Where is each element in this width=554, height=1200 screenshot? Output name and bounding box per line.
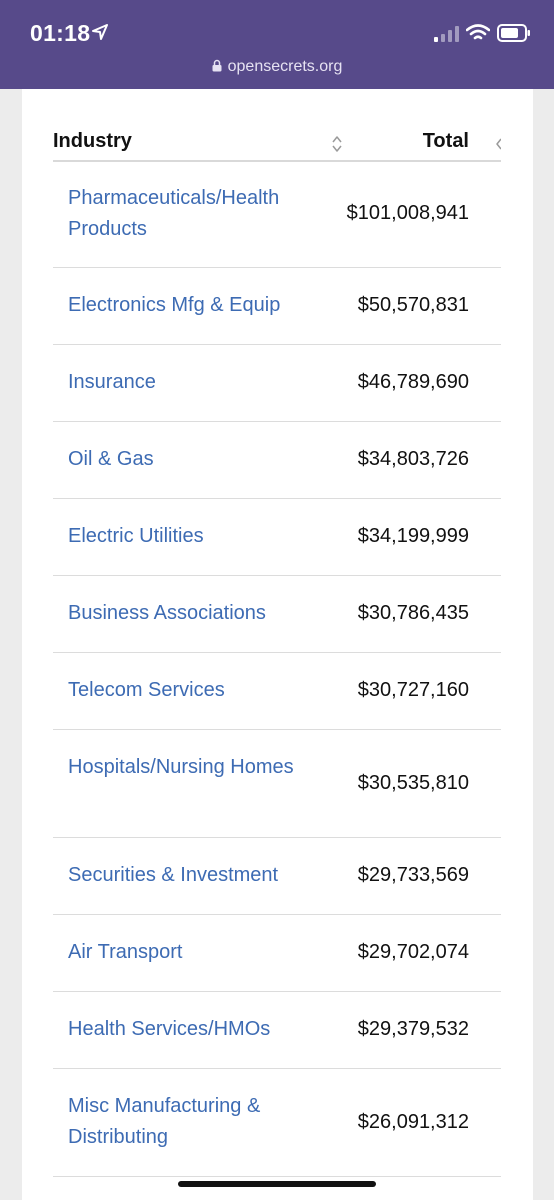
sort-arrows-icon[interactable] (331, 135, 343, 153)
total-amount: $29,702,074 (357, 941, 469, 963)
industry-link[interactable]: Securities & Investment (68, 864, 279, 886)
industry-link[interactable]: Business Associations (68, 602, 266, 624)
cellular-signal-icon (434, 26, 460, 42)
industry-link[interactable]: Insurance (68, 371, 156, 393)
lock-icon (212, 59, 222, 72)
total-amount: $30,786,435 (357, 602, 469, 624)
column-header-industry[interactable]: Industry (53, 130, 132, 152)
wifi-icon (466, 24, 490, 42)
industry-link[interactable]: Telecom Services (68, 679, 225, 701)
table-row (53, 1068, 501, 1177)
industry-link[interactable]: Air Transport (68, 941, 183, 963)
location-arrow-icon (92, 24, 108, 40)
home-indicator (178, 1181, 376, 1187)
industry-link[interactable]: Misc Manufacturing & Distributing (68, 1095, 261, 1148)
table-row (53, 575, 501, 653)
status-time: 01:18 (30, 20, 91, 46)
address-bar[interactable] (0, 58, 554, 76)
content-card (22, 89, 533, 1200)
total-amount: $30,727,160 (357, 679, 469, 701)
total-amount: $30,535,810 (357, 772, 469, 794)
total-amount: $29,733,569 (357, 864, 469, 886)
industry-link[interactable]: Oil & Gas (68, 448, 154, 470)
table-row (53, 421, 501, 499)
sort-arrows-icon-partial[interactable] (495, 135, 501, 153)
industry-link[interactable]: Electric Utilities (68, 525, 204, 547)
table-row (53, 991, 501, 1069)
url-text: opensecrets.org (227, 58, 343, 75)
table-row (53, 837, 501, 915)
total-amount: $34,803,726 (357, 448, 469, 470)
industry-link[interactable]: Hospitals/Nursing Homes (68, 756, 294, 778)
browser-top-bar (0, 0, 554, 89)
column-header-total[interactable]: Total (422, 130, 469, 152)
table-row (53, 160, 501, 268)
page-background (0, 89, 554, 1200)
battery-icon (497, 24, 531, 42)
industry-link[interactable]: Pharmaceuticals/Health Products (68, 187, 280, 240)
table-row (53, 344, 501, 422)
table-row (53, 729, 501, 838)
table-row (53, 498, 501, 576)
table-row (53, 652, 501, 730)
industry-link[interactable]: Electronics Mfg & Equip (68, 294, 281, 316)
table-header-row (53, 127, 501, 162)
table-row (53, 267, 501, 345)
total-amount: $34,199,999 (357, 525, 469, 547)
total-amount: $26,091,312 (357, 1111, 469, 1133)
industry-link[interactable]: Health Services/HMOs (68, 1018, 271, 1040)
total-amount: $46,789,690 (357, 371, 469, 393)
table-row (53, 914, 501, 992)
total-amount: $101,008,941 (346, 202, 469, 224)
total-amount: $29,379,532 (357, 1018, 469, 1040)
total-amount: $50,570,831 (357, 294, 469, 316)
